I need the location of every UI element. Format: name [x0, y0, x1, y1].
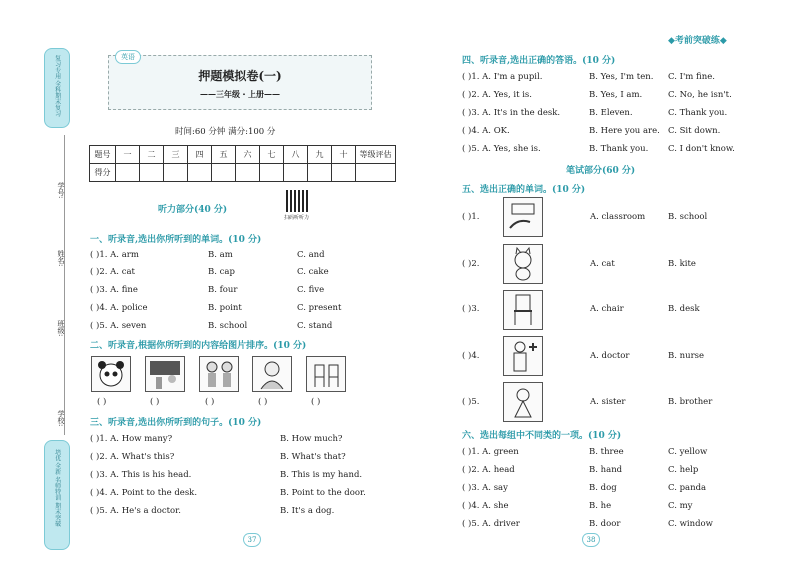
q5-option-a[interactable]: A. doctor	[590, 351, 630, 361]
written-section-title: 笔试部分(60 分)	[566, 166, 636, 176]
student-number-label: 学号:	[57, 182, 65, 199]
exam-subtitle: ——三年级・上册——	[200, 89, 280, 99]
q1-option-c[interactable]: C. five	[297, 285, 325, 295]
qr-code[interactable]	[286, 190, 308, 212]
q6-option-c[interactable]: C. panda	[668, 483, 707, 493]
q6-title: 六、选出每组中不同类的一项。(10 分)	[462, 431, 622, 441]
q4-option-c[interactable]: C. I'm fine.	[668, 72, 715, 82]
chair-picture	[503, 290, 543, 330]
chair-icon	[504, 291, 542, 329]
q5-option-a[interactable]: A. cat	[590, 259, 615, 269]
page-number-right: 38	[582, 533, 600, 547]
score-header: 十	[332, 146, 356, 164]
chairs-icon	[307, 357, 345, 391]
q6-option-a[interactable]: ( )2. A. head	[462, 465, 515, 475]
q4-option-b[interactable]: B. Yes, I'm ten.	[589, 72, 654, 82]
q5-number[interactable]: ( )5.	[462, 397, 480, 407]
q6-option-b[interactable]: B. he	[589, 501, 612, 511]
q5-number[interactable]: ( )1.	[462, 212, 480, 222]
q1-option-b[interactable]: B. am	[208, 250, 233, 260]
q2-blank[interactable]: ( )	[150, 397, 160, 407]
q1-option-a[interactable]: ( )1. A. arm	[90, 250, 139, 260]
q6-option-a[interactable]: ( )3. A. say	[462, 483, 508, 493]
doctor-icon	[504, 337, 542, 375]
q2-blank[interactable]: ( )	[205, 397, 215, 407]
score-cell[interactable]	[116, 164, 140, 182]
q6-option-b[interactable]: B. dog	[589, 483, 617, 493]
q5-option-a[interactable]: A. sister	[590, 397, 626, 407]
score-header: 三	[164, 146, 188, 164]
q6-option-a[interactable]: ( )1. A. green	[462, 447, 519, 457]
exam-title: 押题模拟卷(一)	[198, 69, 282, 83]
school-label: 学校:	[57, 410, 65, 427]
cat-icon	[504, 245, 542, 283]
q3-option-a[interactable]: ( )3. A. This is his head.	[90, 470, 192, 480]
score-cell[interactable]	[212, 164, 236, 182]
q4-option-b[interactable]: B. Yes, I am.	[589, 90, 643, 100]
q2-blank[interactable]: ( )	[258, 397, 268, 407]
listening-section-title: 听力部分(40 分)	[158, 205, 228, 215]
score-header: 五	[212, 146, 236, 164]
q5-number[interactable]: ( )4.	[462, 351, 480, 361]
score-cell[interactable]	[164, 164, 188, 182]
sidebar-bottom-text: 培优 全新 名师特训 期末突破	[53, 449, 61, 527]
score-cell[interactable]	[236, 164, 260, 182]
q3-option-a[interactable]: ( )4. A. Point to the desk.	[90, 488, 198, 498]
score-header: 等级评估	[356, 146, 396, 164]
q6-option-b[interactable]: B. door	[589, 519, 621, 529]
q1-option-b[interactable]: B. cap	[208, 267, 235, 277]
q3-option-b[interactable]: B. What's that?	[280, 452, 346, 462]
q1-option-c[interactable]: C. stand	[297, 321, 333, 331]
q4-option-a[interactable]: ( )5. A. Yes, she is.	[462, 144, 541, 154]
score-header: 六	[236, 146, 260, 164]
panda-picture	[91, 356, 131, 392]
q4-option-b[interactable]: B. Thank you.	[589, 144, 649, 154]
q5-option-b[interactable]: B. school	[668, 212, 708, 222]
q1-option-b[interactable]: B. point	[208, 303, 242, 313]
q2-title: 二、听录音,根据你所听到的内容给图片排序。(10 分)	[90, 341, 307, 351]
q5-number[interactable]: ( )3.	[462, 304, 480, 314]
q3-option-a[interactable]: ( )2. A. What's this?	[90, 452, 175, 462]
score-header: 七	[260, 146, 284, 164]
q6-option-c[interactable]: C. yellow	[668, 447, 708, 457]
score-cell[interactable]	[356, 164, 396, 182]
q4-option-a[interactable]: ( )1. A. I'm a pupil.	[462, 72, 543, 82]
q5-option-a[interactable]: A. chair	[590, 304, 624, 314]
children-icon	[200, 357, 238, 391]
q5-option-a[interactable]: A. classroom	[590, 212, 646, 222]
girl-icon	[504, 383, 542, 421]
subject-badge: 英语	[115, 50, 141, 64]
q3-option-b[interactable]: B. Point to the door.	[280, 488, 366, 498]
q1-option-b[interactable]: B. school	[208, 321, 248, 331]
qr-label: 扫码听听力	[284, 215, 310, 221]
doctor-picture	[503, 336, 543, 376]
classroom-door-picture	[503, 197, 543, 237]
score-header: 一	[116, 146, 140, 164]
score-cell[interactable]	[308, 164, 332, 182]
q6-option-c[interactable]: C. help	[668, 465, 699, 475]
q6-option-b[interactable]: B. hand	[589, 465, 623, 475]
q3-option-a[interactable]: ( )1. A. How many?	[90, 434, 173, 444]
q6-option-a[interactable]: ( )5. A. driver	[462, 519, 520, 529]
score-header: 八	[284, 146, 308, 164]
nurse-icon	[253, 357, 291, 391]
score-header: 四	[188, 146, 212, 164]
q3-option-b[interactable]: B. It's a dog.	[280, 506, 335, 516]
score-cell[interactable]	[188, 164, 212, 182]
teacher-board-icon	[146, 357, 184, 391]
score-cell[interactable]	[284, 164, 308, 182]
q4-option-b[interactable]: B. Here you are.	[589, 126, 660, 136]
q5-option-b[interactable]: B. desk	[668, 304, 700, 314]
q4-option-a[interactable]: ( )4. A. OK.	[462, 126, 510, 136]
score-cell[interactable]	[332, 164, 356, 182]
q1-option-c[interactable]: C. present	[297, 303, 342, 313]
score-header: 二	[140, 146, 164, 164]
q5-option-b[interactable]: B. brother	[668, 397, 713, 407]
q4-option-a[interactable]: ( )3. A. It's in the desk.	[462, 108, 561, 118]
q4-option-c[interactable]: C. No, he isn't.	[668, 90, 732, 100]
exam-info: 时间:60 分钟 满分:100 分	[175, 127, 276, 137]
chairs-picture	[306, 356, 346, 392]
q1-option-a[interactable]: ( )4. A. police	[90, 303, 148, 313]
q3-title: 三、听录音,选出你所听到的句子。(10 分)	[90, 418, 262, 428]
q1-option-b[interactable]: B. four	[208, 285, 238, 295]
q6-option-b[interactable]: B. three	[589, 447, 624, 457]
q4-option-c[interactable]: C. I don't know.	[668, 144, 735, 154]
sidebar-top-badge	[44, 48, 70, 128]
q5-option-b[interactable]: B. kite	[668, 259, 696, 269]
title-box	[108, 55, 372, 110]
q1-title: 一、听录音,选出你所听到的单词。(10 分)	[90, 235, 262, 245]
cat-picture	[503, 244, 543, 284]
page-number-left: 37	[243, 533, 261, 547]
q1-option-a[interactable]: ( )5. A. seven	[90, 321, 147, 331]
q4-option-c[interactable]: C. Sit down.	[668, 126, 721, 136]
children-picture	[199, 356, 239, 392]
binding-line	[64, 135, 65, 435]
q3-option-b[interactable]: B. How much?	[280, 434, 343, 444]
q2-blank[interactable]: ( )	[97, 397, 107, 407]
sidebar-bottom-badge	[44, 440, 70, 550]
door-handle-icon	[504, 198, 542, 236]
score-table	[89, 145, 396, 182]
q4-title: 四、听录音,选出正确的答语。(10 分)	[462, 56, 616, 66]
header-tag: ◆考前突破练◆	[668, 36, 727, 46]
q5-title: 五、选出正确的单词。(10 分)	[462, 185, 586, 195]
q3-option-a[interactable]: ( )5. A. He's a doctor.	[90, 506, 181, 516]
q1-option-a[interactable]: ( )2. A. cat	[90, 267, 135, 277]
q4-option-c[interactable]: C. Thank you.	[668, 108, 728, 118]
girl-picture	[503, 382, 543, 422]
q1-option-a[interactable]: ( )3. A. fine	[90, 285, 138, 295]
q1-option-c[interactable]: C. cake	[297, 267, 329, 277]
classroom-picture	[145, 356, 185, 392]
q4-option-b[interactable]: B. Eleven.	[589, 108, 633, 118]
score-cell[interactable]	[140, 164, 164, 182]
sidebar-top-text: 复习专用 全科期末复习	[53, 55, 61, 117]
q6-option-c[interactable]: C. my	[668, 501, 693, 511]
q5-option-b[interactable]: B. nurse	[668, 351, 705, 361]
class-label: 班级:	[57, 320, 65, 337]
panda-icon	[92, 357, 130, 391]
name-label: 姓名:	[57, 250, 65, 267]
score-cell[interactable]	[260, 164, 284, 182]
q6-option-c[interactable]: C. window	[668, 519, 713, 529]
score-header: 题号	[90, 146, 116, 164]
q3-option-b[interactable]: B. This is my hand.	[280, 470, 363, 480]
score-header: 九	[308, 146, 332, 164]
nurse-picture	[252, 356, 292, 392]
q5-number[interactable]: ( )2.	[462, 259, 480, 269]
q6-option-a[interactable]: ( )4. A. she	[462, 501, 509, 511]
q1-option-c[interactable]: C. and	[297, 250, 325, 260]
q2-blank[interactable]: ( )	[311, 397, 321, 407]
q4-option-a[interactable]: ( )2. A. Yes, it is.	[462, 90, 532, 100]
score-row-label: 得分	[90, 164, 116, 182]
